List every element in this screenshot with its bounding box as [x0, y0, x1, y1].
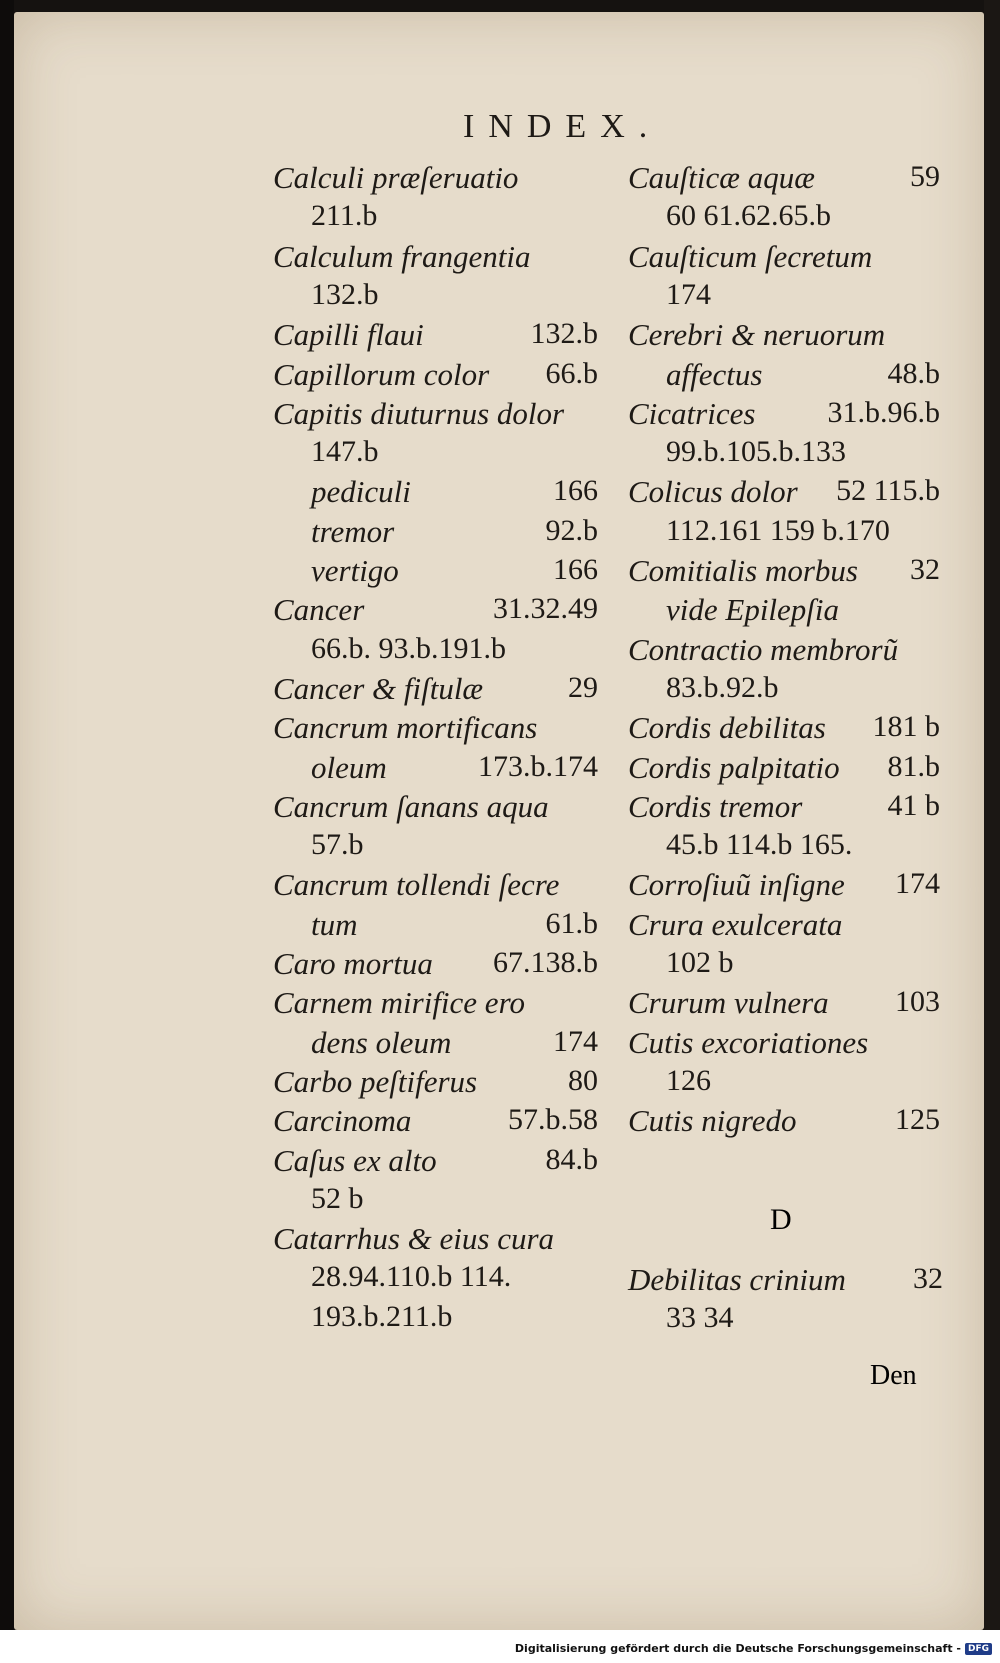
index-entry-page-ref: 67.138.b: [493, 946, 598, 979]
index-entry-label: vertigo: [311, 553, 399, 588]
index-entry-page-ref: 92.b: [545, 513, 598, 547]
index-entry-label: pediculi: [311, 474, 411, 510]
index-entry-label: Cutis nigredo: [628, 1103, 797, 1139]
index-entry-page-ref: 132.b: [311, 277, 379, 311]
index-entry-label: Capilli flaui: [273, 317, 424, 353]
index-entry-label: Capitis diuturnus dolor: [273, 395, 565, 431]
index-entry-label: Cancer: [273, 592, 365, 628]
index-entry-label: dens oleum: [311, 1024, 452, 1060]
index-entry-page-ref: 66.b: [545, 356, 598, 390]
index-entry-page-ref: 193.b.211.b: [311, 1299, 453, 1333]
scan-edge: [984, 0, 1000, 1663]
index-entry-label: Cordis palpitatio: [628, 749, 840, 785]
index-entry-label: Carcinoma: [273, 1103, 412, 1139]
index-entry-page-ref: 81.b: [887, 749, 940, 783]
index-entry-page-ref: 126: [666, 1063, 711, 1097]
index-entry-label: Carnem mirifice ero: [273, 985, 525, 1021]
index-entry-page-ref: 103: [895, 985, 940, 1019]
index-entry-page-ref: 99.b.105.b.133: [666, 435, 846, 469]
index-entry-page-ref: 84.b: [545, 1142, 598, 1176]
index-entry-label: Cauſticæ aquæ: [628, 160, 815, 195]
index-entry-page-ref: 174: [895, 867, 940, 901]
index-entry-page-ref: 60 61.62.65.b: [666, 199, 831, 233]
index-entry-page-ref: 41 b: [887, 788, 940, 822]
index-entry-page-ref: 147.b: [311, 435, 379, 469]
index-entry-label: Contractio membrorũ: [628, 631, 899, 667]
index-entry-page-ref: 132.b: [530, 317, 598, 351]
index-entry-page-ref: 61.b: [545, 906, 598, 940]
index-entry-label: Colicus dolor: [628, 474, 798, 510]
index-entry-label: Cutis excoriationes: [628, 1024, 869, 1060]
index-entry-label: tremor: [311, 513, 395, 549]
scan-gutter: [0, 0, 14, 1663]
footer-strip: [0, 1630, 1000, 1663]
index-entry-page-ref: 32: [910, 553, 940, 586]
index-entry-page-ref: 102 b: [666, 946, 734, 979]
index-entry-label: Debilitas crinium: [628, 1262, 846, 1297]
index-entry-page-ref: 83.b.92.b: [666, 670, 779, 704]
dfg-logo-icon: DFG: [965, 1643, 992, 1655]
index-entry-page-ref: 32: [913, 1262, 943, 1295]
index-entry-page-ref: 211.b: [311, 199, 378, 233]
index-entry-page-ref: 57.b.58: [508, 1103, 598, 1137]
index-entry-label: Cancrum ſanans aqua: [273, 788, 549, 824]
index-entry-page-ref: 166: [553, 553, 598, 586]
index-entry-label: Calculi præſeruatio: [273, 160, 519, 195]
index-entry-page-ref: 173.b.174: [478, 749, 598, 783]
index-entry-label: affectus: [666, 356, 763, 392]
index-entry-page-ref: 52 115.b: [836, 474, 940, 508]
index-entry-page-ref: 174: [553, 1024, 598, 1058]
index-entry-page-ref: 57.b: [311, 828, 364, 862]
section-letter: D: [770, 1203, 792, 1236]
index-entry-label: oleum: [311, 749, 387, 785]
index-entry-label: Cerebri & neruorum: [628, 317, 886, 353]
footer-credit: Digitalisierung gefördert durch die Deutsche Forschungsgemeinschaft -: [514, 1642, 961, 1655]
index-entry-page-ref: 33 34: [666, 1301, 734, 1335]
index-entry-page-ref: 29: [568, 670, 598, 704]
index-entry-page-ref: 28.94.110.b 114.: [311, 1260, 512, 1294]
index-entry-label: Corroſiuũ inſigne: [628, 867, 845, 903]
index-entry-label: Catarrhus & eius cura: [273, 1221, 555, 1257]
index-entry-label: Cordis debilitas: [628, 710, 826, 746]
footer-credit-line: [515, 1642, 992, 1655]
index-entry-label: Capillorum color: [273, 356, 490, 392]
index-entry-label: Crura exulcerata: [628, 906, 843, 942]
index-entry-label: Cancrum mortificans: [273, 710, 538, 746]
page-header: INDEX.: [463, 108, 662, 145]
index-entry-label: Cordis tremor: [628, 788, 803, 824]
index-entry-page-ref: 166: [553, 474, 598, 508]
index-entry-page-ref: 45.b 114.b 165.: [666, 828, 853, 862]
index-entry-label: vide Epilepſia: [666, 592, 840, 628]
index-entry-page-ref: 112.161 159 b.170: [666, 513, 890, 547]
index-entry-page-ref: 181 b: [872, 710, 940, 744]
index-entry-page-ref: 31.32.49: [493, 592, 598, 626]
index-entry-page-ref: 125: [895, 1103, 940, 1137]
index-entry-page-ref: 66.b. 93.b.191.b: [311, 631, 506, 665]
index-entry-page-ref: 80: [568, 1063, 598, 1097]
index-entry-page-ref: 48.b: [887, 356, 940, 390]
index-entry-label: Carbo peſtiferus: [273, 1063, 478, 1099]
index-entry-label: Calculum frangentia: [273, 238, 531, 274]
index-entry-page-ref: 59: [910, 160, 940, 193]
index-entry-label: Caro mortua: [273, 946, 433, 981]
index-entry-label: tum: [311, 906, 358, 942]
index-entry-label: Caſus ex alto: [273, 1142, 437, 1178]
index-entry-label: Cancer & fiſtulæ: [273, 670, 484, 706]
index-entry-label: Cicatrices: [628, 395, 756, 431]
index-entry-label: Crurum vulnera: [628, 985, 829, 1021]
catchword: Den: [870, 1360, 917, 1391]
index-entry-label: Cauſticum ſecretum: [628, 238, 873, 274]
index-entry-label: Comitialis morbus: [628, 553, 858, 588]
index-entry-page-ref: 174: [666, 277, 711, 311]
index-entry-page-ref: 52 b: [311, 1181, 364, 1215]
index-entry-page-ref: 31.b.96.b: [827, 395, 940, 429]
index-entry-label: Cancrum tollendi ſecre: [273, 867, 560, 903]
